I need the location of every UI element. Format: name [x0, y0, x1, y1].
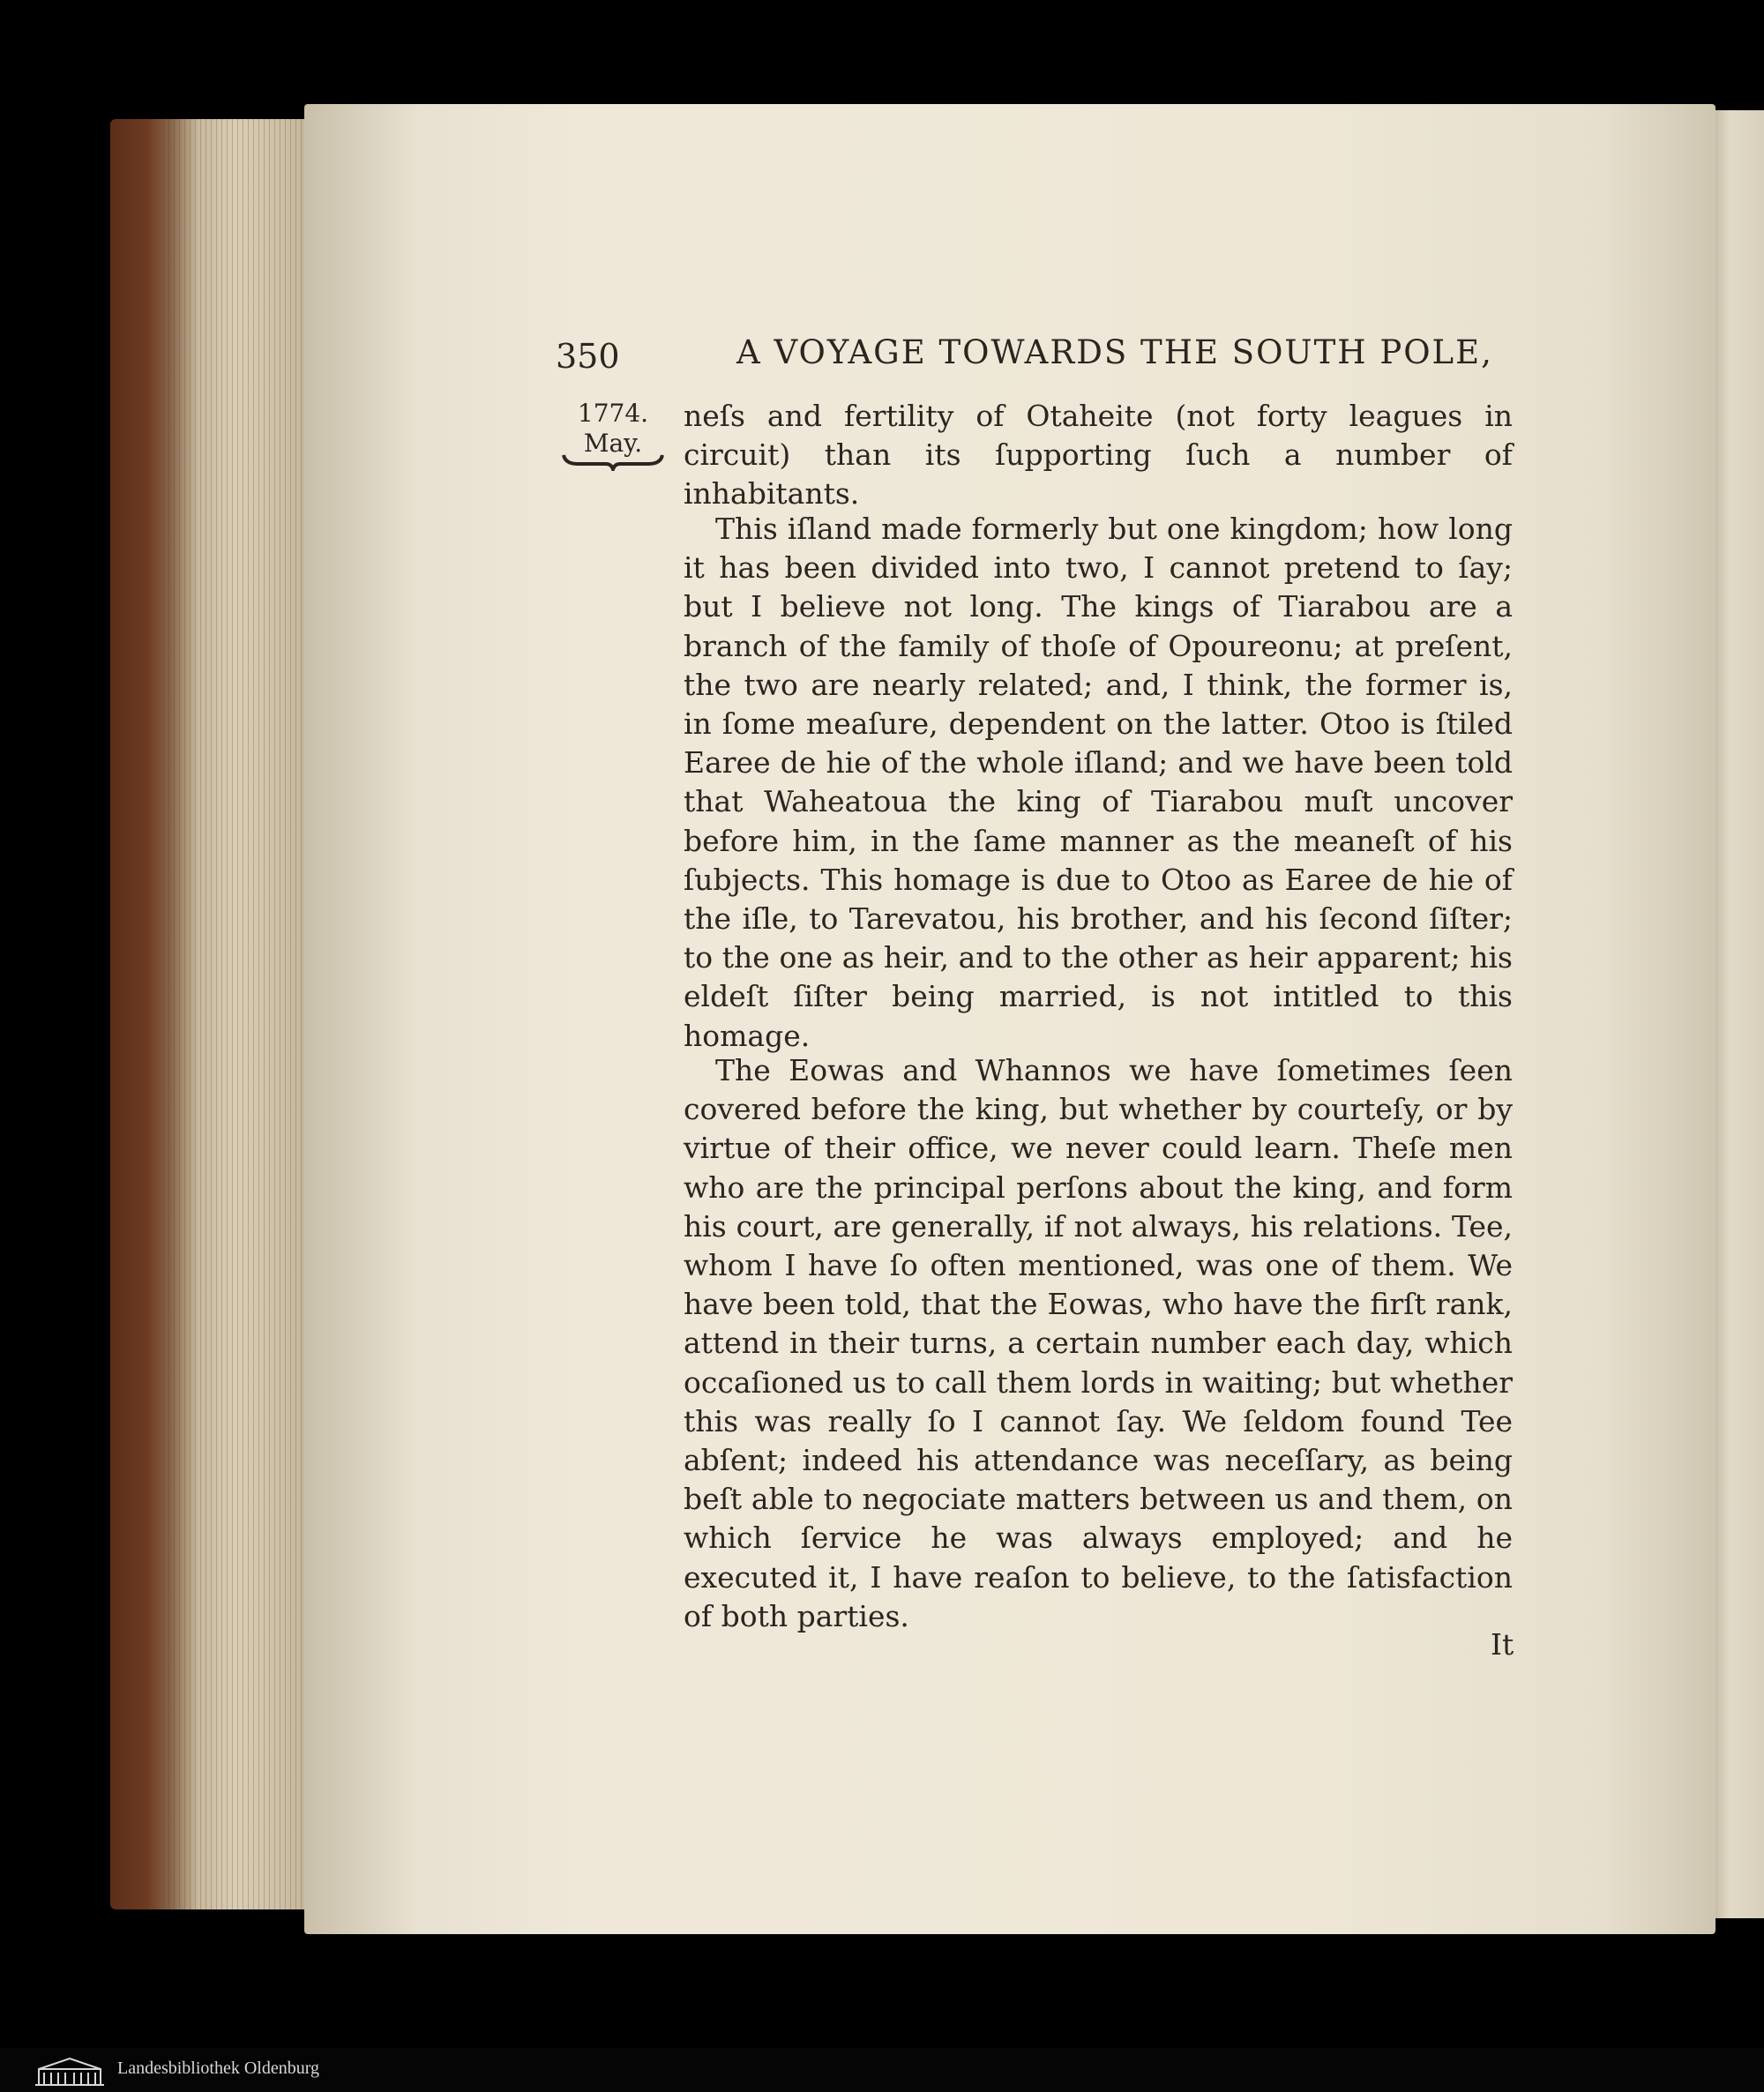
- brace-icon: [560, 452, 666, 471]
- catchword: It: [1491, 1627, 1514, 1662]
- paragraph-continuation: neſs and fertility of Otaheite (not forty leagues in circuit) than its ſupporting ſuch a number of inhabitants.: [684, 399, 1513, 512]
- paragraph-eowas-text: The Eowas and Whannos we have ſometimes ſeen covered before the king, but whether by courteſy, or by virtue of their office, we never could learn. Theſe men who are the principal perſons about the king, and form his court, are generally, if not always, his relations. Tee, whom I have ſo often mentioned, was one of them. We have been told, that the Eowas, who have the firſt rank, attend in their turns, a certain number each day, which occaſioned us to call them lords in waiting; but whether this was really ſo I cannot ſay. We ſeldom found Tee abſent; indeed his attendance was neceſſary, as being beſt able to negociate matters between us and them, on which ſervice he was always employed; and he executed it, I have reaſon to believe, to the ſatisfaction of both parties.: [684, 1053, 1513, 1633]
- margin-month: May.: [583, 429, 643, 458]
- library-building-icon: [34, 2055, 106, 2087]
- running-title: A VOYAGE TOWARDS THE SOUTH POLE,: [736, 333, 1493, 371]
- paragraph-kingdom: [684, 510, 1513, 1056]
- margin-date-note: [564, 399, 662, 459]
- book-page-edges: [110, 119, 318, 1909]
- page-number: 350: [556, 337, 620, 376]
- margin-year: 1774.: [577, 399, 649, 428]
- paragraph-eowas: [684, 1051, 1513, 1636]
- paragraph-kingdom-text: This iſland made formerly but one kingdom; how long it has been divided into two, I cannot pretend to ſay; but I believe not long. The kings of Tiarabou are a branch of the family of thoſe of Opoureonu; at preſent, the two are nearly related; and, I think, the former is, in ſome meaſure, dependent on the latter. Otoo is ſtiled Earee de hie of the whole iſland; and we have been told that Waheatoua the king of Tiarabou muſt uncover before him, in the ſame manner as the meaneſt of his ſubjects. This homage is due to Otoo as Earee de hie of the iſle, to Tarevatou, his brother, and his ſecond ſiſter; to the one as heir, and to the other as heir apparent; his eldeſt ſiſter being married, is not intitled to this homage.: [684, 512, 1513, 1053]
- library-name: Landesbibliothek Oldenburg: [117, 2058, 320, 2078]
